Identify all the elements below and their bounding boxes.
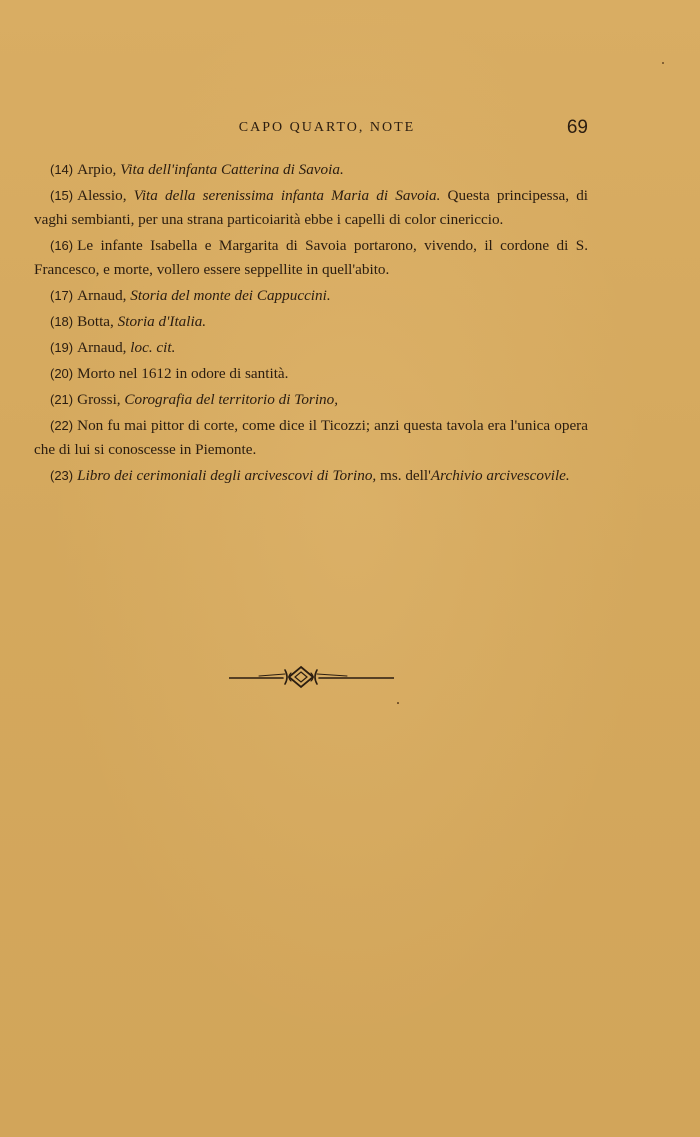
note-23 [34,464,588,488]
note-number: (16) [50,238,74,253]
note-16 [34,234,588,282]
note-number: (23) [50,468,74,483]
note-text: Arnaud, [77,287,131,304]
note-text: Botta, [77,313,118,330]
note-text: Arpio, [77,161,121,178]
note-18 [34,310,588,334]
note-title: loc. cit. [130,339,176,356]
note-number: (20) [50,366,74,381]
running-head: CAPO QUARTO, NOTE [238,120,416,135]
note-text: Le infante Isabella e Margarita di Savoia portarono, vivendo, il cordone di S. Francesco, e morte, vollero essere seppellite in quell'abito. [34,237,588,278]
note-14 [34,158,588,182]
note-21 [34,388,588,412]
note-title: Storia d'Italia. [117,313,207,330]
note-number: (14) [50,162,74,177]
note-number: (18) [50,314,74,329]
note-number: (17) [50,288,74,303]
note-22 [34,414,588,462]
note-number: (21) [50,392,74,407]
note-text: Grossi, [77,391,125,408]
page-number: 69 [566,117,588,138]
note-title-continued: Archivio arcivescovile. [430,467,570,484]
note-20 [34,362,588,386]
note-number: (19) [50,340,74,355]
note-text-continued: ms. dell' [376,467,431,484]
note-text: Non fu mai pittor di corte, come dice il Ticozzi; anzi questa tavola era l'unica opera che di lui si conoscesse in Piemonte. [34,417,588,458]
note-text-continued: Questa principessa, di vaghi sembianti, per una strana particoiarità ebbe i capelli di color cinericcio. [34,187,589,228]
note-title: Storia del monte dei Cappuccini. [130,287,331,304]
note-17 [34,284,588,308]
note-title: Vita della serenissima infanta Maria di Savoia. [133,187,441,204]
note-text: Alessio, [77,187,134,204]
note-title: Vita dell'infanta Catterina di Savoia. [120,161,344,178]
note-15 [34,184,588,232]
note-number: (22) [50,418,74,433]
note-text: Morto nel 1612 in odore di santità. [77,365,289,382]
notes-list [34,158,588,490]
note-19 [34,336,588,360]
note-text: Arnaud, [77,339,131,356]
note-title: Corografia del territorio di Torino, [124,391,339,408]
tailpiece-ornament-icon [229,664,394,690]
page-header [36,117,588,141]
paper-speck [662,62,664,64]
paper-speck [397,702,399,704]
note-title: Libro dei cerimoniali degli arcivescovi di Torino, [77,467,377,484]
note-number: (15) [50,188,74,203]
